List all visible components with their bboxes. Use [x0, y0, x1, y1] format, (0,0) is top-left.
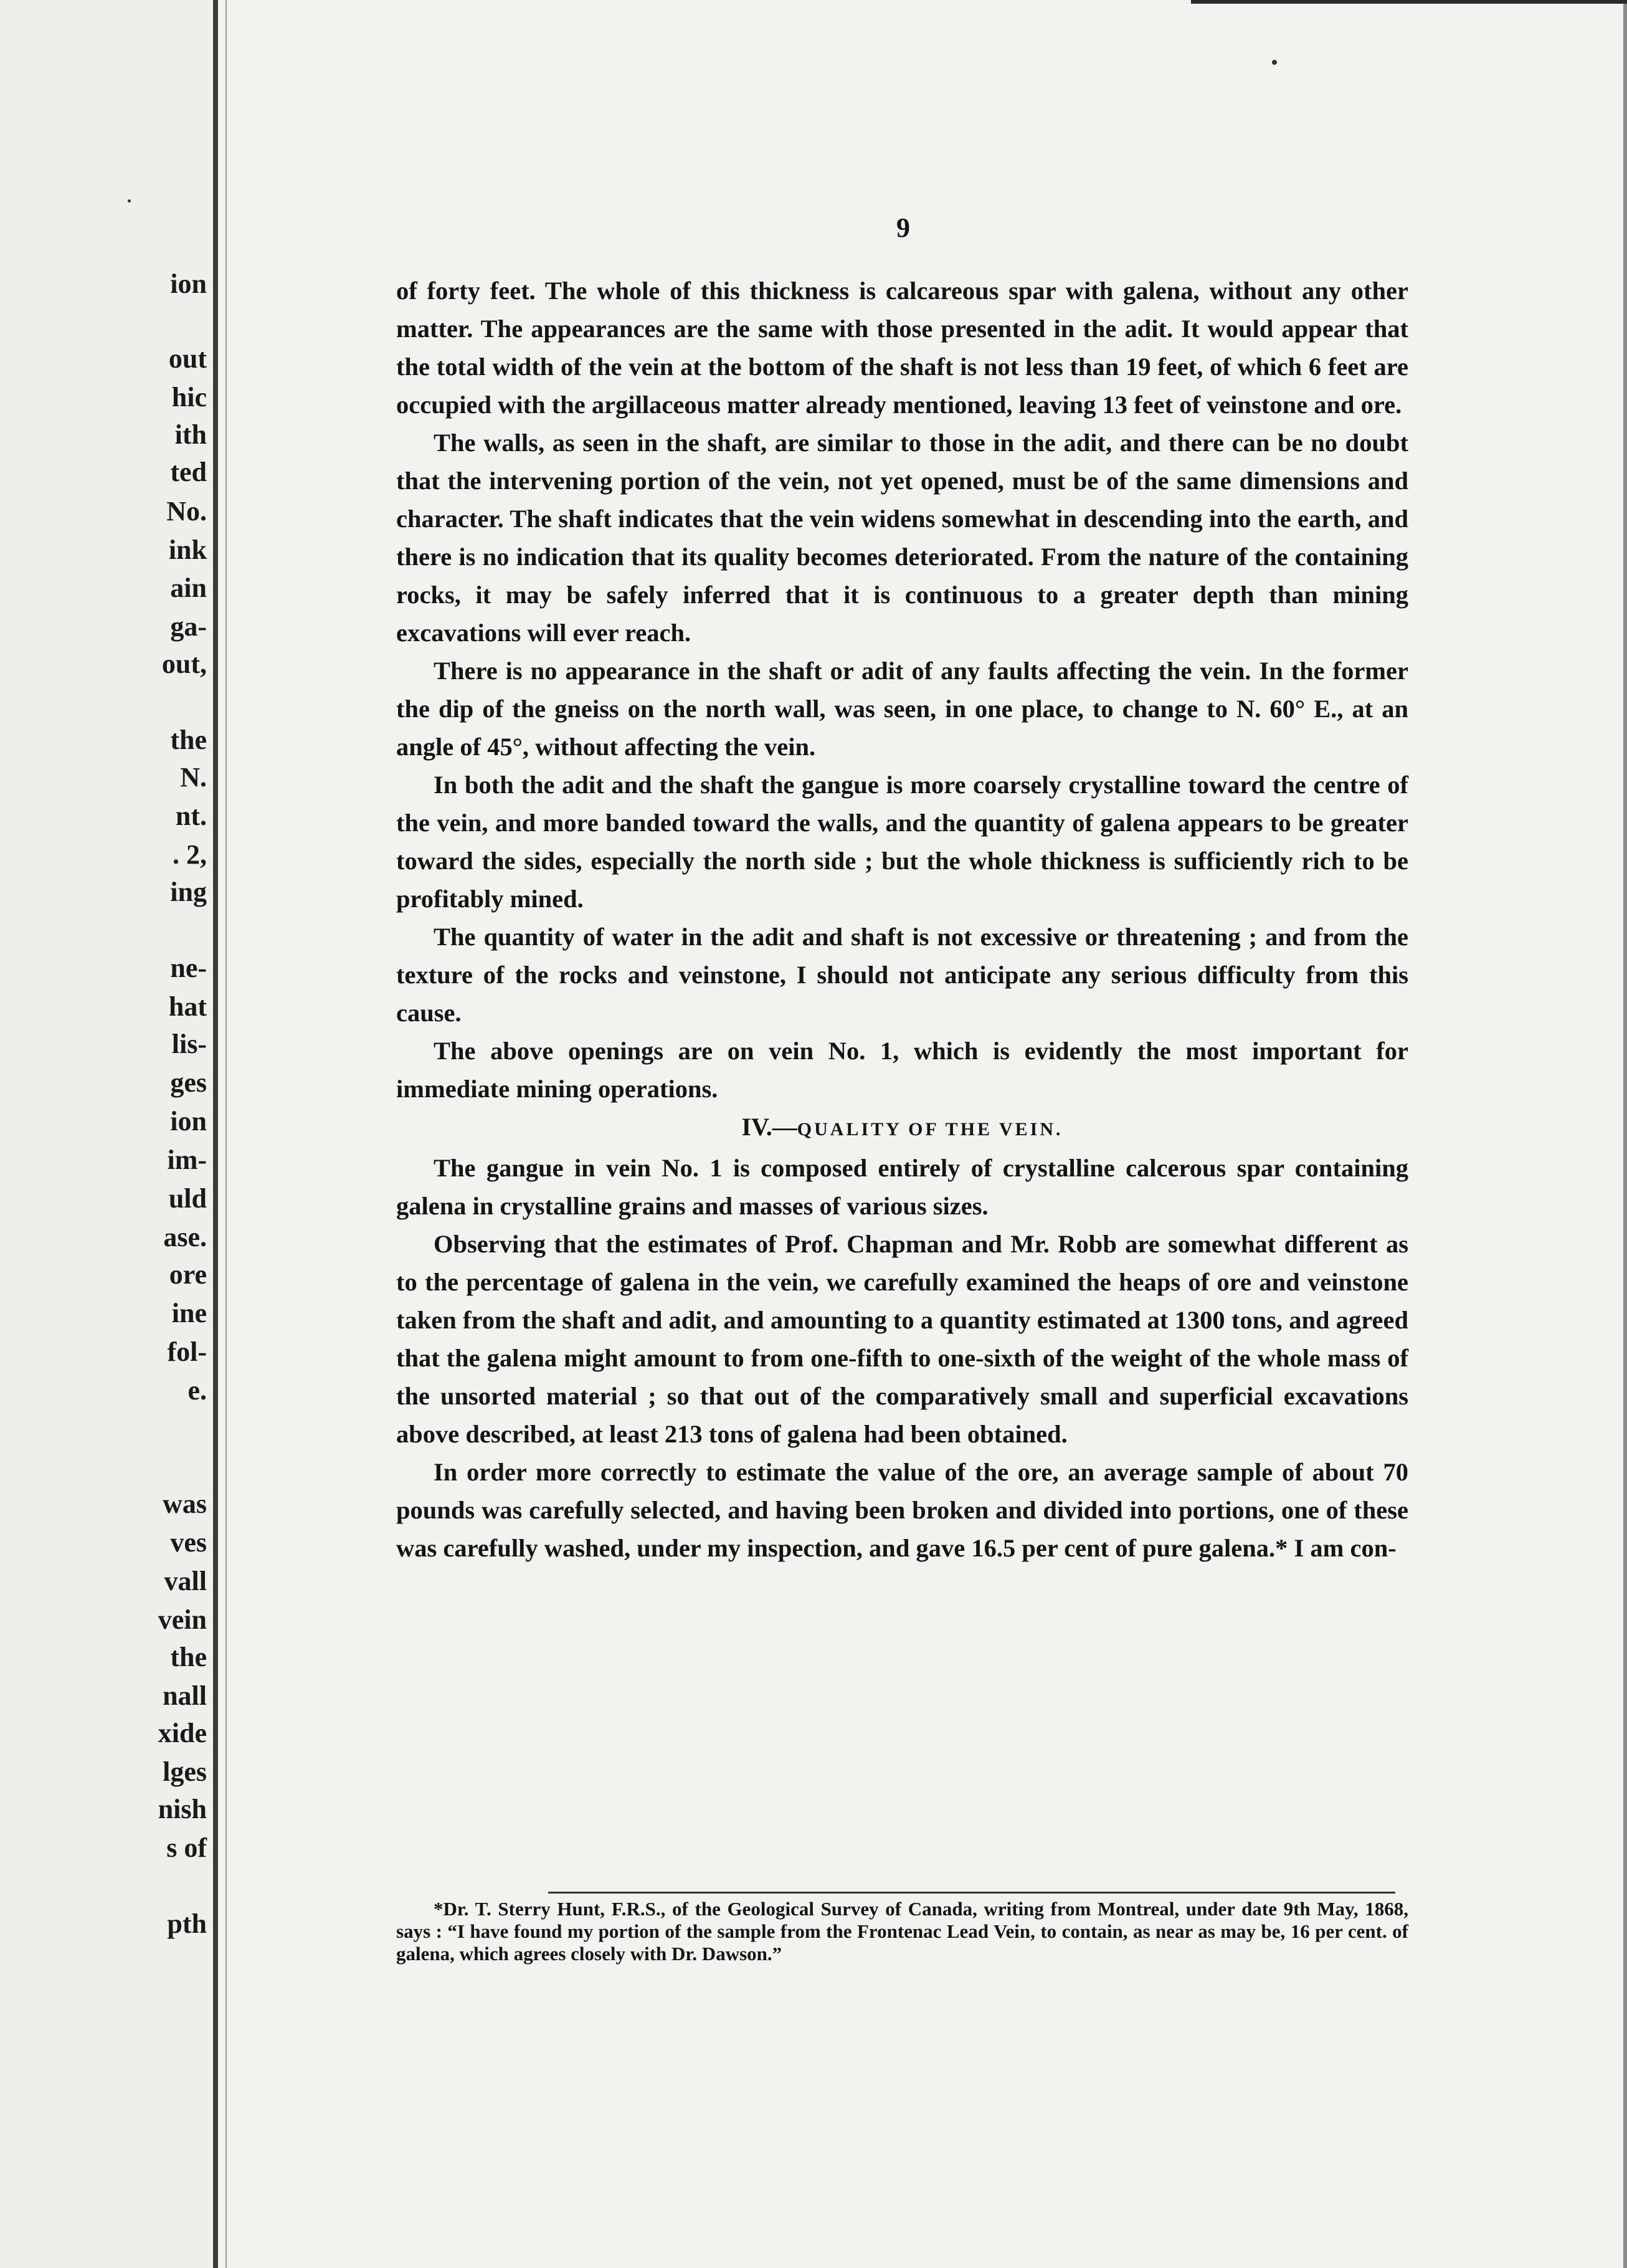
paragraph: In both the adit and the shaft the gangue is more coarsely crystalline toward the centre of the vein, and more banded toward the walls, and the quantity of galena appears to be greater toward the sides, especially the north side ; but the whole thickness is sufficiently rich to be profitably mined. [396, 771, 1408, 913]
facing-page-text-fragment: hic [171, 382, 207, 412]
facing-page-text-fragment: ion [170, 1106, 207, 1136]
facing-page-text-fragment: ne- [170, 953, 207, 983]
facing-page-text-fragment: e. [187, 1375, 207, 1406]
facing-page-text-fragment: pth [167, 1908, 207, 1939]
section-heading-text: QUALITY OF THE VEIN. [797, 1119, 1063, 1140]
facing-page-text-fragment: ith [174, 419, 207, 450]
paragraph: The quantity of water in the adit and shaft is not excessive or threatening ; and from the texture of the rocks and veinstone, I should not anticipate any serious difficulty from this cause. [396, 923, 1408, 1027]
facing-page-text-fragment: im- [167, 1145, 207, 1175]
paragraph: In order more correctly to estimate the value of the ore, an average sample of about 70 pounds was carefully selected, and having been broken and divided into portions, one of these was carefully washed, under my inspection, and gave 16.5 per cent of pure galena.* I am con- [396, 1458, 1408, 1562]
facing-page-text-fragment: ine [171, 1298, 207, 1328]
footnote-rule [548, 1892, 1395, 1894]
facing-page-fragment [0, 0, 212, 2268]
facing-page-text-fragment: ain [170, 573, 207, 603]
facing-page-text-fragment: ted [170, 457, 207, 487]
page-number: 9 [896, 212, 910, 243]
facing-page-text-fragment: ing [170, 877, 207, 907]
page-top-edge [1191, 0, 1627, 4]
facing-page-text-fragment: out [168, 343, 207, 374]
facing-page-text-fragment: the [170, 1642, 207, 1672]
page-gutter-line [213, 0, 218, 2268]
body-text [396, 272, 1408, 1567]
footnote-text: *Dr. T. Sterry Hunt, F.R.S., of the Geological Survey of Canada, writing from Montreal, under date 9th May, 1868, says : “I have found my portion of the sample from the Frontenac Lead Vein, to contain, as near as may be, 16 per cent. of galena, which agrees closely with Dr. Dawson.” [396, 1898, 1408, 1965]
paper-speck [1272, 60, 1277, 65]
facing-page-text-fragment: hat [168, 991, 207, 1022]
facing-page-text-fragment: nall [163, 1680, 207, 1711]
facing-page-text-fragment: xide [158, 1718, 207, 1748]
page-right-edge [1623, 0, 1627, 2268]
facing-page-text-fragment: vein [158, 1604, 207, 1635]
facing-page-text-fragment: lis- [171, 1029, 207, 1059]
facing-page-text-fragment: ges [170, 1067, 207, 1098]
facing-page-text-fragment: . 2, [173, 839, 207, 870]
facing-page-text-fragment: lges [163, 1756, 207, 1787]
facing-page-text-fragment: ga- [170, 611, 207, 642]
facing-page-text-fragment: vall [164, 1566, 207, 1596]
facing-page-text-fragment: No. [166, 496, 207, 526]
facing-page-text-fragment: N. [180, 762, 207, 793]
footnote [396, 1898, 1408, 1965]
facing-page-text-fragment: uld [168, 1183, 207, 1214]
facing-page-text-fragment: nt. [175, 801, 207, 831]
section-heading [396, 1108, 1408, 1149]
facing-page-text-fragment: out, [161, 649, 207, 679]
paragraph: The gangue in vein No. 1 is composed entirely of crystalline calcerous spar containing galena in crystalline grains and masses of various sizes. [396, 1154, 1408, 1220]
paragraph: The above openings are on vein No. 1, which is evidently the most important for immediate mining operations. [396, 1037, 1408, 1103]
facing-page-text-fragment: the [170, 725, 207, 755]
paragraph: The walls, as seen in the shaft, are similar to those in the adit, and there can be no doubt that the intervening portion of the vein, not yet opened, must be of the same dimensions and character. The shaft indicates that the vein widens somewhat in descending into the earth, and there is no indication that its quality becomes deteriorated. From the nature of the containing rocks, it may be safely inferred that it is continuous to a greater depth than mining excavations will ever reach. [396, 429, 1408, 647]
facing-page-text-fragment: ion [170, 269, 207, 299]
paragraph: There is no appearance in the shaft or adit of any faults affecting the vein. In the former the dip of the gneiss on the north wall, was seen, in one place, to change to N. 60° E., at an angle of 45°, without affecting the vein. [396, 657, 1408, 761]
paragraph: of forty feet. The whole of this thickness is calcareous spar with galena, without any other matter. The appearances are the same with those presented in the adit. It would appear that the total width of the vein at the bottom of the shaft is not less than 19 feet, of which 6 feet are occupied with the argillaceous matter already mentioned, leaving 13 feet of veinstone and ore. [396, 277, 1408, 419]
paper-speck [128, 199, 131, 202]
facing-page-text-fragment: fol- [167, 1336, 207, 1367]
facing-page-text-fragment: ore [169, 1259, 207, 1290]
facing-page-text-fragment: s of [166, 1832, 207, 1863]
facing-page-text-fragment: ink [168, 535, 207, 565]
facing-page-text-fragment: ase. [163, 1222, 207, 1252]
page-gutter-line-thin [225, 0, 227, 2268]
facing-page-text-fragment: was [163, 1489, 207, 1519]
section-heading-number: IV.— [741, 1113, 797, 1141]
facing-page-text-fragment: nish [158, 1794, 207, 1824]
paragraph: Observing that the estimates of Prof. Chapman and Mr. Robb are somewhat different as to the percentage of galena in the vein, we carefully examined the heaps of ore and veinstone taken from the shaft and adit, and amounting to a quantity estimated at 1300 tons, and agreed that the galena might amount to from one-fifth to one-sixth of the weight of the whole mass of the unsorted material ; so that out of the comparatively small and superficial excavations above described, at least 213 tons of galena had been obtained. [396, 1230, 1408, 1448]
facing-page-text-fragment: ves [170, 1527, 207, 1558]
